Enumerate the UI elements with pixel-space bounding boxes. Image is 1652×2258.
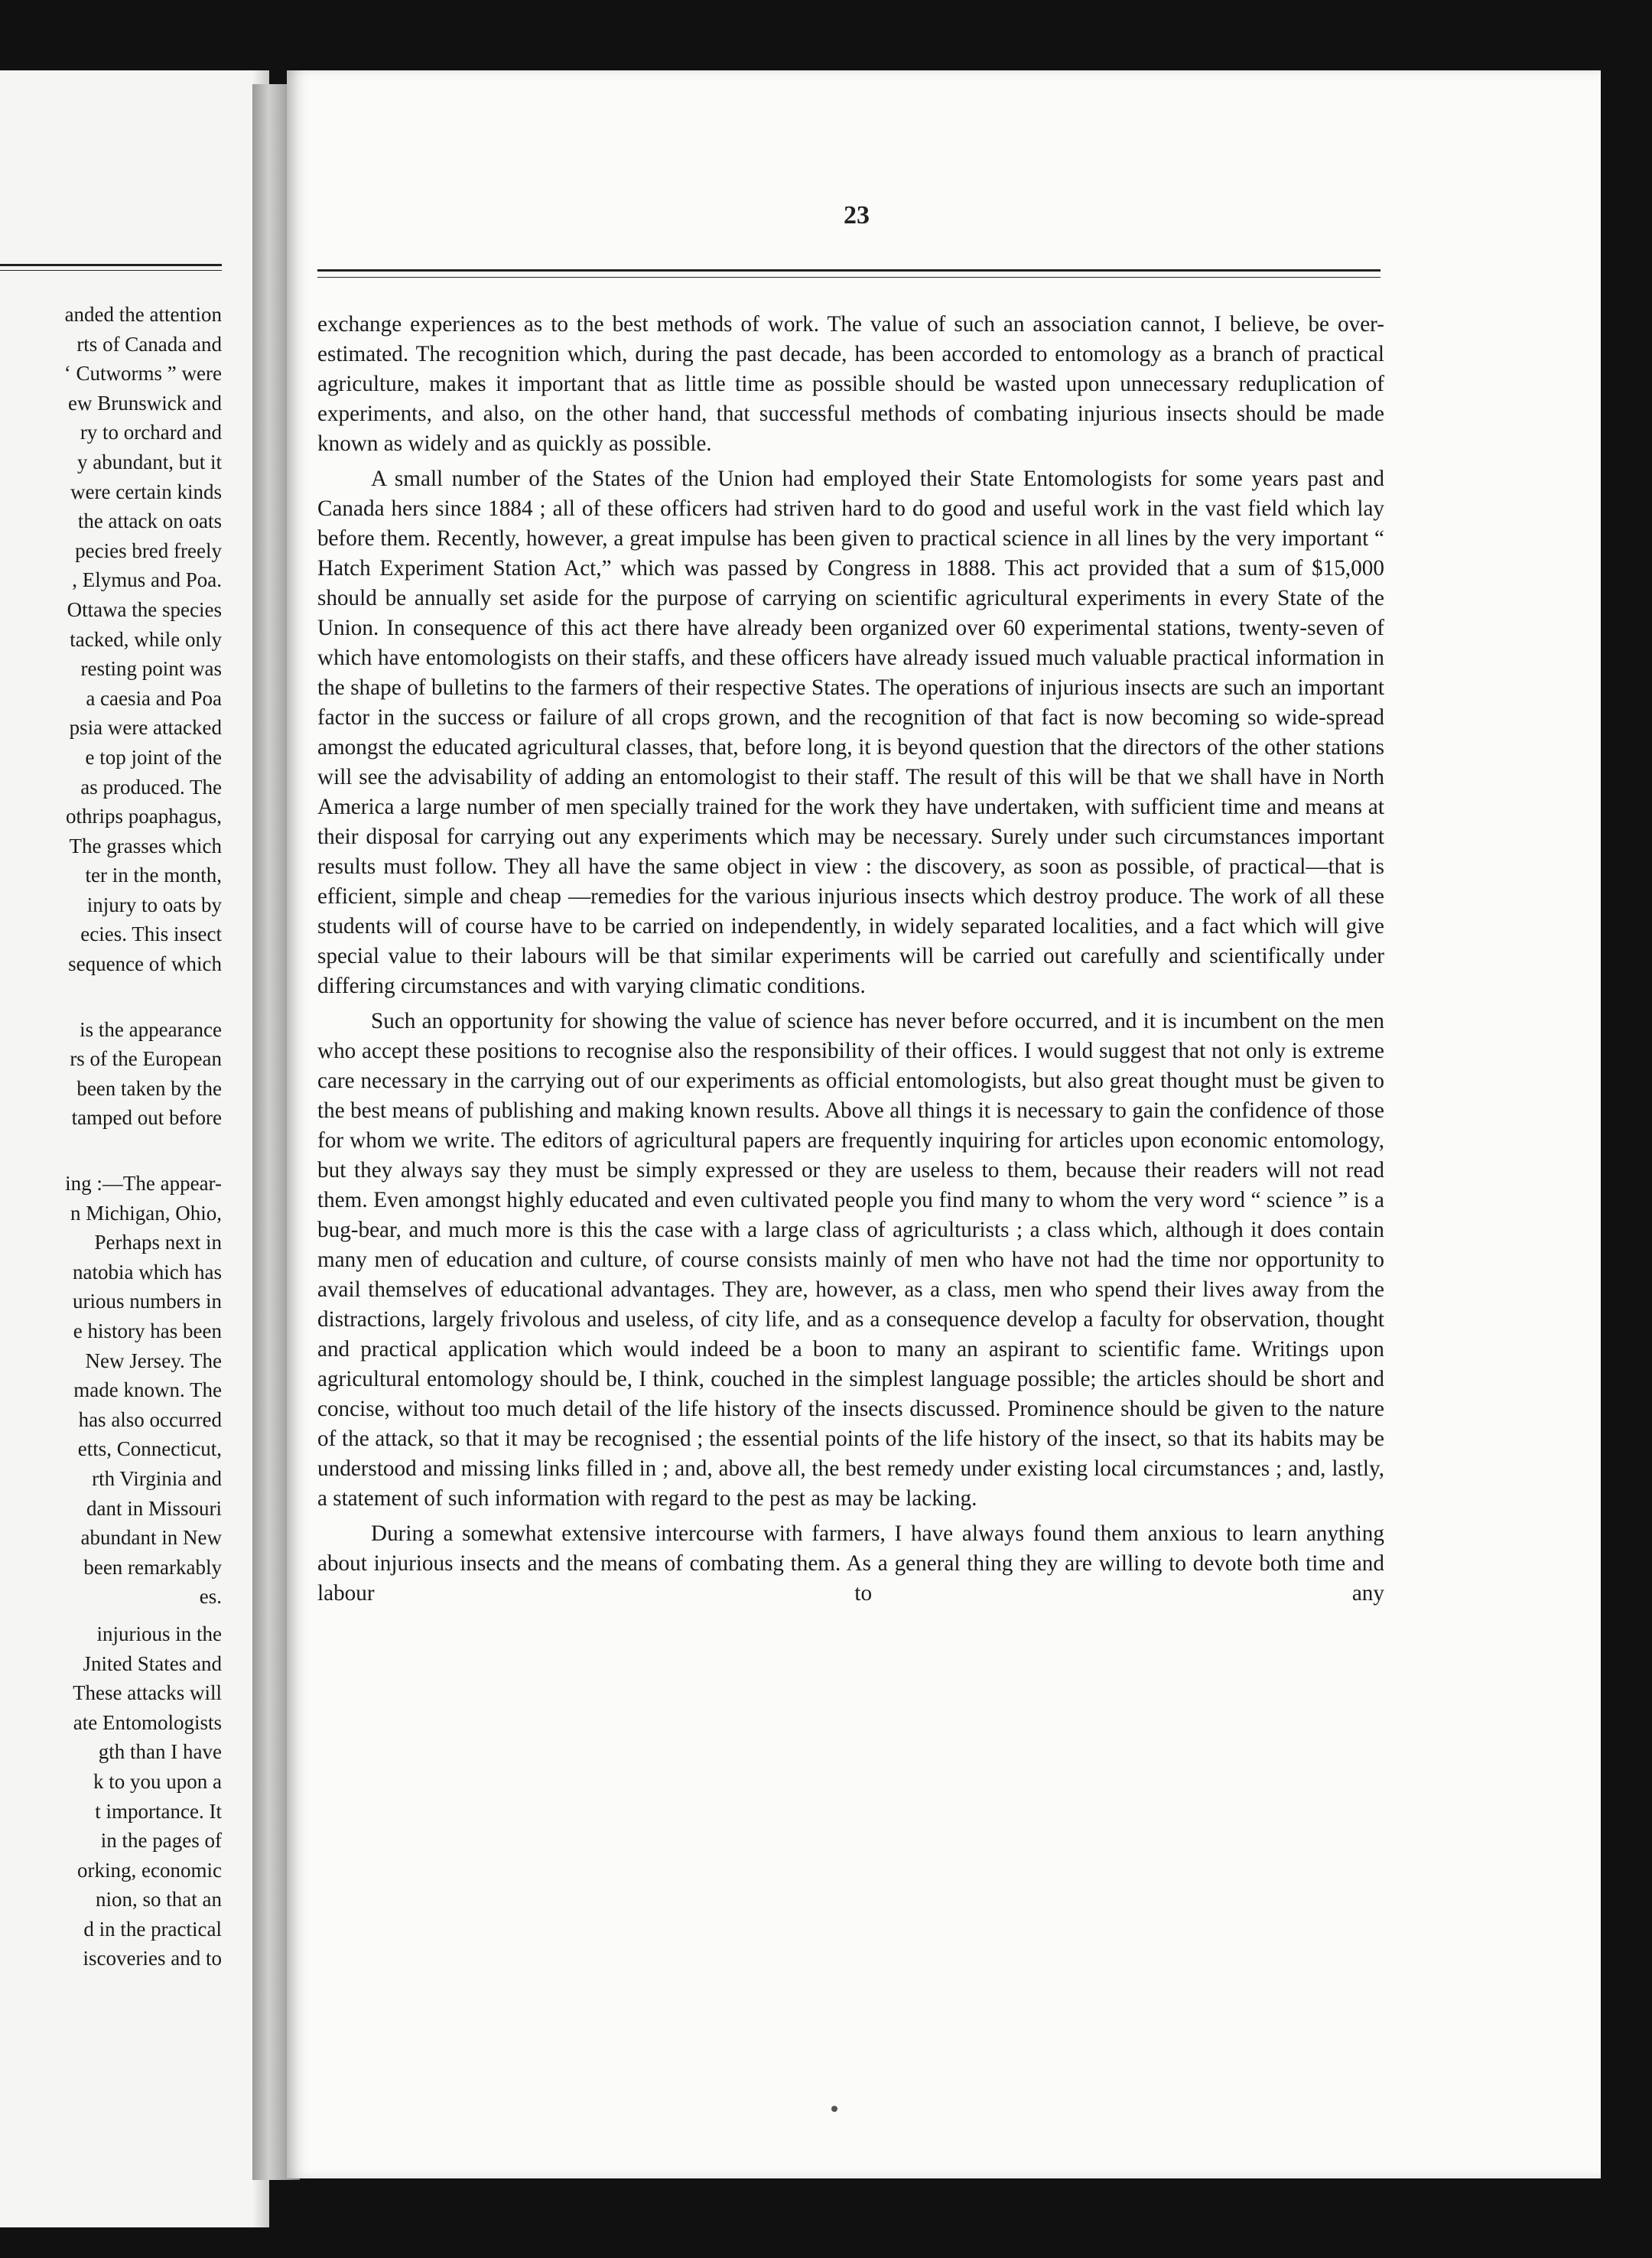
left-block-1	[0, 300, 222, 979]
left-column-line: the attack on oats	[77, 509, 222, 533]
left-column-line: t importance. It	[95, 1799, 222, 1823]
paragraph-1: exchange experiences as to the best methods of work. The value of such an association cannot, I believe, be over-estimated. The recognition which, during the past decade, has been accorded to entomology as a branch of practical agriculture, makes it important that as little time as possible should be wasted upon unnecessary reduplication of experiments, and also, on the other hand, that successful methods of combating injurious insects should be made known as widely and as quickly as possible.	[317, 312, 1384, 456]
left-column-line: injurious in the	[96, 1622, 222, 1645]
left-block-3	[0, 1169, 222, 1612]
left-column-line: resting point was	[80, 657, 222, 681]
left-column-line: a caesia and Poa	[86, 686, 222, 710]
left-column-line: , Elymus and Poa.	[72, 568, 222, 592]
left-column-line: injury to oats by	[86, 893, 222, 916]
left-column-line: e top joint of the	[85, 745, 222, 769]
left-column-line: n Michigan, Ohio,	[70, 1201, 222, 1225]
left-column-line: natobia which has	[73, 1260, 222, 1284]
paragraph-3: Such an opportunity for showing the value of science has never before occurred, and it is incumbent on the men who accept these positions to recognise also the responsibility of their offices. I would suggest that not only is extreme care necessary in the carrying out of our experiments as official entomologists, but also great thought must be given to the best means of publishing and making known results. Above all things it is necessary to gain the confidence of those for whom we write. The editors of agricultural papers are frequently inquiring for articles upon economic entomology, but they always say they must be simply expressed or they are useless to them, because their readers will not read them. Even amongst highly educated and even cultivated people you find many to whom the very word “ science ” is a bug-bear, and much more is this the case with a large class of agriculturists ; a class which, although it does contain many men of education and culture, of course consists mainly of men who have not had the time nor opportunity to avail themselves of educational advantages. They are, however, as a class, men who spend their lives away from the distractions, largely frivolous and useless, of city life, and as a consequence develop a faculty for observation, thought and practical application which would indeed be a boon to many an aspirant to scientific fame. Writings upon agricultural entomology should be, I think, couched in the simplest language possible; the articles should be short and concise, without too much detail of the life history of the insects discussed. Prominence should be given to the nature of the attack, so that it may be recognised ; the essential points of the life history of the insect, so that its habits may be understood and missing links filled in ; and, above all, the best remedy under existing local circumstances ; and, lastly, a statement of such information with regard to the pest as may be lacking.	[317, 1009, 1384, 1511]
left-column-line: These attacks will	[73, 1681, 222, 1705]
left-column-line: as produced. The	[80, 775, 222, 799]
left-column-line: in the pages of	[100, 1829, 222, 1853]
left-column-line: rs of the European	[70, 1047, 222, 1071]
left-column-line: dant in Missouri	[86, 1496, 222, 1520]
left-column-line: psia were attacked	[69, 716, 222, 740]
left-column-line: k to you upon a	[93, 1769, 222, 1793]
left-column-line: ew Brunswick and	[68, 391, 222, 415]
left-column-text	[0, 300, 222, 1973]
left-column-line: e history has been	[73, 1319, 222, 1342]
left-column-line: abundant in New	[80, 1526, 222, 1550]
left-column-line: gth than I have	[98, 1740, 222, 1764]
left-column-line: nion, so that an	[96, 1888, 222, 1911]
header-rule-thin	[317, 277, 1380, 278]
left-column-line: rts of Canada and	[76, 332, 222, 356]
left-column-line: ing :—The appear-	[65, 1172, 222, 1196]
left-column-line: ter in the month,	[85, 864, 222, 887]
left-column-line: New Jersey. The	[85, 1349, 222, 1372]
left-column-line: is the appearance	[80, 1017, 222, 1041]
left-column-line: othrips poaphagus,	[66, 805, 222, 828]
left-column-line: iscoveries and to	[83, 1947, 222, 1970]
page-number: 23	[844, 201, 870, 229]
left-column-line: Jnited States and	[83, 1651, 222, 1675]
left-column-line: ry to orchard and	[80, 421, 222, 444]
header-rule-thick	[317, 269, 1380, 272]
left-column-line: etts, Connecticut,	[77, 1437, 222, 1461]
left-column-line: orking, economic	[77, 1858, 222, 1882]
left-column-line: been remarkably	[83, 1555, 222, 1579]
left-column-line: anded the attention	[64, 303, 222, 326]
main-body-text	[317, 310, 1384, 1614]
left-column-line: urious numbers in	[73, 1290, 222, 1313]
left-column-line: Perhaps next in	[94, 1231, 222, 1254]
page-speck	[831, 2106, 837, 2112]
left-column-line: been taken by the	[76, 1076, 222, 1100]
left-block-4	[0, 1619, 222, 1973]
left-column-line: sequence of which	[68, 952, 222, 976]
left-column-line: made known. The	[73, 1378, 222, 1402]
left-column-line: ‘ Cutworms ” were	[63, 362, 222, 386]
left-header-rule	[0, 264, 222, 266]
left-column-line: Ottawa the species	[67, 597, 222, 621]
left-column-line: y abundant, but it	[77, 450, 222, 473]
left-block-2	[0, 1015, 222, 1133]
left-column-line: es.	[199, 1585, 222, 1609]
left-column-line: ecies. This insect	[80, 922, 222, 946]
left-column-line: pecies bred freely	[75, 538, 222, 562]
left-column-line: tacked, while only	[70, 627, 222, 651]
left-column-line: rth Virginia and	[92, 1466, 222, 1490]
left-column-line: tamped out before	[71, 1106, 222, 1130]
left-column-line: has also occurred	[78, 1407, 222, 1431]
left-column-line: ate Entomologists	[73, 1710, 222, 1734]
left-column-line: d in the practical	[83, 1917, 222, 1941]
left-column-line: were certain kinds	[70, 480, 222, 503]
paragraph-2: A small number of the States of the Union had employed their State Entomologists for some years past and Canada hers since 1884 ; all of these officers had striven hard to do good and useful work in the vast field which lay before them. Recently, however, a great impulse has been given to practical science in all lines by the very important “ Hatch Experiment Station Act,” which was passed by Congress in 1888. This act provided that a sum of $15,000 should be annually set aside for the purpose of carrying on scientific agricultural experiments in every State of the Union. In consequence of this act there have already been organized over 60 experimental stations, twenty-seven of which have entomologists on their staffs, and these officers have already issued much valuable practical information in the shape of bulletins to the farmers of their respective States. The operations of injurious insects are such an important factor in the success or failure of all crops grown, and the recognition of that fact is now becoming so wide-spread amongst the educated agricultural classes, that, before long, it is beyond question that the directors of the other stations will see the advisability of adding an entomologist to their staff. The result of this will be that we shall have in North America a large number of men specially trained for the work they have undertaken, with sufficient time and means at their disposal for carrying out any experiments which may be necessary. Surely under such circumstances important results must follow. They all have the same object in view : the discovery, as soon as possible, of practical—that is efficient, simple and cheap —remedies for the various injurious insects which destroy produce. The work of all these students will of course have to be carried on independently, in widely separated localities, and a fact which will give special value to their labours will be that similar experiments will be carried out carefully and scientifically under differing circumstances and with varying climatic conditions.	[317, 467, 1384, 998]
paragraph-4: During a somewhat extensive intercourse with farmers, I have always found them anxious to learn anything about injurious insects and the means of combating them. As a general thing they are willing to devote both time and labour to any	[317, 1521, 1384, 1606]
left-column-line: The grasses which	[69, 834, 222, 857]
left-header-rule-thin	[0, 270, 222, 271]
